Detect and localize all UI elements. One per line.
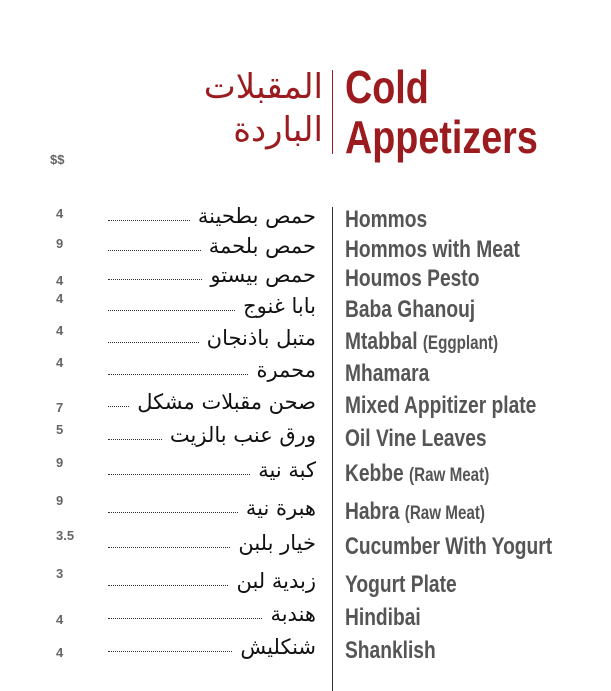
menu-item (0, 566, 611, 601)
item-name-english (345, 573, 457, 597)
arabic-name-wrap (108, 571, 316, 592)
menu-item (0, 236, 611, 266)
menu-item (0, 637, 611, 667)
item-name-arabic: حمص بطحينة (197, 204, 316, 228)
menu-item (0, 493, 611, 528)
arabic-name-wrap (108, 498, 316, 519)
item-name-arabic: زبدية لبن (236, 569, 316, 593)
dotted-leader (108, 651, 232, 652)
title-english-line2: Appetizers (345, 111, 538, 163)
item-price: 4 (56, 206, 64, 221)
arabic-name-wrap (108, 360, 316, 381)
item-name-english (345, 330, 498, 354)
item-price: 4 (56, 612, 64, 627)
menu-item (0, 265, 611, 295)
item-name: Oil Vine Leaves (345, 425, 487, 452)
arabic-name-wrap (108, 392, 316, 413)
item-name-arabic: بابا غنوج (243, 294, 316, 318)
item-name-arabic: كبة نية (258, 458, 316, 482)
dotted-leader (108, 220, 190, 221)
item-name-english (345, 500, 485, 524)
item-name-arabic: حمص بلحمة (208, 234, 316, 258)
item-name: Cucumber With Yogurt (345, 533, 553, 560)
item-name-english (345, 394, 536, 418)
item-name-arabic: شنكليش (240, 635, 316, 659)
currency-label: $$ (50, 152, 65, 167)
item-name: Houmos Pesto (345, 265, 480, 292)
dotted-leader (108, 547, 230, 548)
item-name: Yogurt Plate (345, 571, 457, 598)
item-name-arabic: حمص بيستو (210, 263, 316, 287)
menu-item (0, 455, 611, 490)
dotted-leader (108, 474, 250, 475)
arabic-name-wrap (108, 637, 316, 658)
item-price: 4 (56, 323, 64, 338)
dotted-leader (108, 279, 202, 280)
item-name-english (345, 462, 489, 486)
item-price: 4 (56, 355, 64, 370)
item-price: 4 (56, 291, 64, 306)
item-name-english (345, 208, 427, 232)
item-note: (Eggplant) (422, 333, 499, 354)
dotted-leader (108, 374, 248, 375)
item-name: Mhamara (345, 360, 430, 387)
title-divider (332, 70, 333, 154)
item-name: Hommos (345, 206, 428, 233)
menu-item (0, 206, 611, 236)
item-name-english (345, 606, 421, 630)
dotted-leader (108, 250, 201, 251)
dotted-leader (108, 342, 199, 343)
arabic-name-wrap (108, 265, 316, 286)
arabic-name-wrap (108, 236, 316, 257)
item-name-arabic: هندبة (270, 602, 316, 626)
item-name-arabic: خيار بلبن (238, 531, 316, 555)
dotted-leader (108, 585, 228, 586)
item-note: (Raw Meat) (404, 503, 485, 524)
item-price: 3.5 (56, 528, 75, 543)
menu-item (0, 422, 611, 455)
title-arabic-line1: المقبلات (203, 67, 323, 107)
item-price: 4 (56, 645, 64, 660)
item-name-english (345, 639, 436, 663)
dotted-leader (108, 406, 129, 407)
item-name: Kebbe (345, 460, 404, 487)
item-name: Mtabbal (345, 328, 418, 355)
item-name-english (345, 427, 487, 451)
item-note: (Raw Meat) (409, 465, 490, 486)
arabic-name-wrap (108, 604, 316, 625)
item-price: 9 (56, 455, 64, 470)
item-name-english (345, 267, 479, 291)
item-name-arabic: محمرة (256, 358, 316, 382)
title-english-line1: Cold (345, 61, 429, 113)
item-price: 7 (56, 400, 64, 415)
item-name: Hommos with Meat (345, 236, 520, 263)
item-name: Habra (345, 498, 400, 525)
item-name-english (345, 238, 520, 262)
item-name: Baba Ghanouj (345, 296, 476, 323)
arabic-name-wrap (108, 460, 316, 481)
dotted-leader (108, 512, 238, 513)
item-price: 9 (56, 493, 64, 508)
item-name-english (345, 535, 552, 559)
menu-item (0, 392, 611, 422)
item-price: 3 (56, 566, 64, 581)
title-arabic-line2: الباردة (233, 110, 323, 150)
item-name-english (345, 298, 475, 322)
item-price: 9 (56, 236, 64, 251)
dotted-leader (108, 310, 235, 311)
dotted-leader (108, 618, 262, 619)
item-name: Mixed Appitizer plate (345, 392, 537, 419)
item-name-arabic: هبرة نية (245, 496, 316, 520)
menu-item (0, 355, 611, 390)
arabic-name-wrap (108, 206, 316, 227)
item-name: Shanklish (345, 637, 436, 664)
item-name-arabic: صحن مقبلات مشكل (137, 390, 316, 414)
item-price: 5 (56, 422, 64, 437)
item-price: 4 (56, 273, 64, 288)
arabic-name-wrap (108, 533, 316, 554)
menu-item (0, 528, 611, 563)
menu-item (0, 291, 611, 326)
menu-item (0, 604, 611, 634)
dotted-leader (108, 439, 162, 440)
item-name-english (345, 362, 429, 386)
menu-item (0, 323, 611, 358)
item-name-arabic: متبل باذنجان (206, 326, 316, 350)
arabic-name-wrap (108, 328, 316, 349)
arabic-name-wrap (108, 425, 316, 446)
arabic-name-wrap (108, 296, 316, 317)
item-name: Hindibai (345, 604, 421, 631)
item-name-arabic: ورق عنب بالزيت (169, 423, 316, 447)
